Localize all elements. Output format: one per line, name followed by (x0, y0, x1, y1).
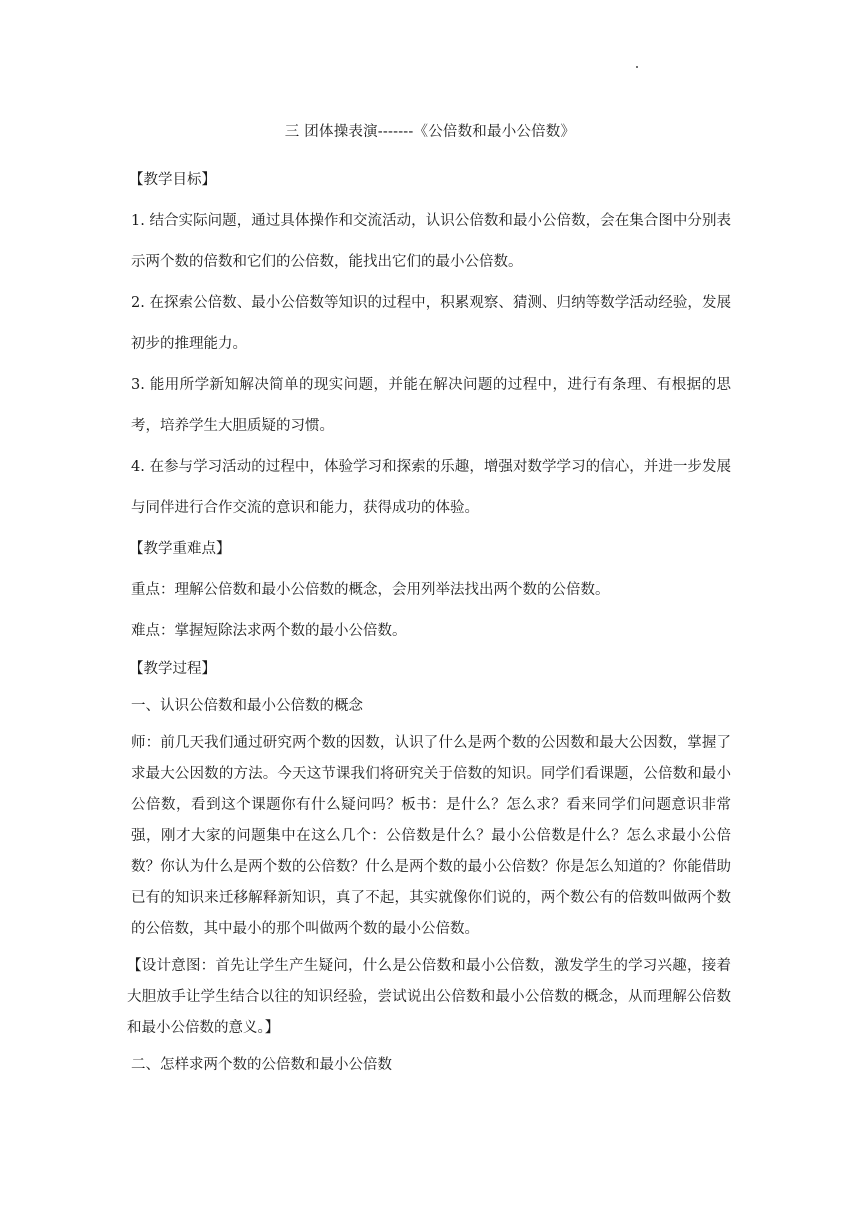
document-body (127, 160, 731, 1081)
difficult-point: 难点：掌握短除法求两个数的最小公倍数。 (131, 623, 407, 639)
part1-title: 一、认识公倍数和最小公倍数的概念 (131, 698, 363, 714)
part1-text: 师：前几天我们通过研究两个数的因数，认识了什么是两个数的公因数和最大公因数，掌握了求最大公因数的方法。今天这节课我们将研究关于倍数的知识。同学们看课题，公倍数和最小公倍数，看到这个课题你有什么疑问吗？板书：是什么？怎么求？看来同学们问题意识非常强，刚才大家的问题集中在这么几个：公倍数是什么？最小公倍数是什么？怎么求最小公倍数？你认为什么是两个数的公倍数？什么是两个数的最小公倍数？你是怎么知道的？你能借助已有的知识来迁移解释新知识，真了不起，其实就像你们说的，两个数公有的倍数叫做两个数的公倍数，其中最小的那个叫做两个数的最小公倍数。 (131, 735, 731, 937)
key-point: 重点：理解公倍数和最小公倍数的概念，会用列举法找出两个数的公倍数。 (131, 582, 610, 598)
goal-item-4: 4. 在参与学习活动的过程中，体验学习和探索的乐趣，增强对数学学习的信心，并进一步发展与同伴进行合作交流的意识和能力，获得成功的体验。 (131, 459, 731, 516)
goal-item-1: 1. 结合实际问题，通过具体操作和交流活动，认识公倍数和最小公倍数，会在集合图中分别表示两个数的倍数和它们的公倍数，能找出它们的最小公倍数。 (131, 213, 731, 270)
goal-item-2: 2. 在探索公倍数、最小公倍数等知识的过程中，积累观察、猜测、归纳等数学活动经验，发展初步的推理能力。 (131, 295, 731, 352)
design-intent-note: 【设计意图：首先让学生产生疑问，什么是公倍数和最小公倍数，激发学生的学习兴趣，接着大胆放手让学生结合以往的知识经验，尝试说出公倍数和最小公倍数的概念，从而理解公倍数和最小公倍数的意义。】 (127, 958, 731, 1036)
page-marker-dot (636, 66, 638, 68)
process-heading: 【教学过程】 (129, 661, 216, 677)
document-title: 三 团体操表演-------《公倍数和最小公倍数》 (284, 124, 576, 140)
goals-heading: 【教学目标】 (129, 172, 216, 188)
part2-title: 二、怎样求两个数的公倍数和最小公倍数 (131, 1057, 392, 1073)
key-difficult-heading: 【教学重难点】 (129, 541, 231, 557)
goal-item-3: 3. 能用所学新知解决简单的现实问题，并能在解决问题的过程中，进行有条理、有根据的思考，培养学生大胆质疑的习惯。 (131, 377, 731, 434)
